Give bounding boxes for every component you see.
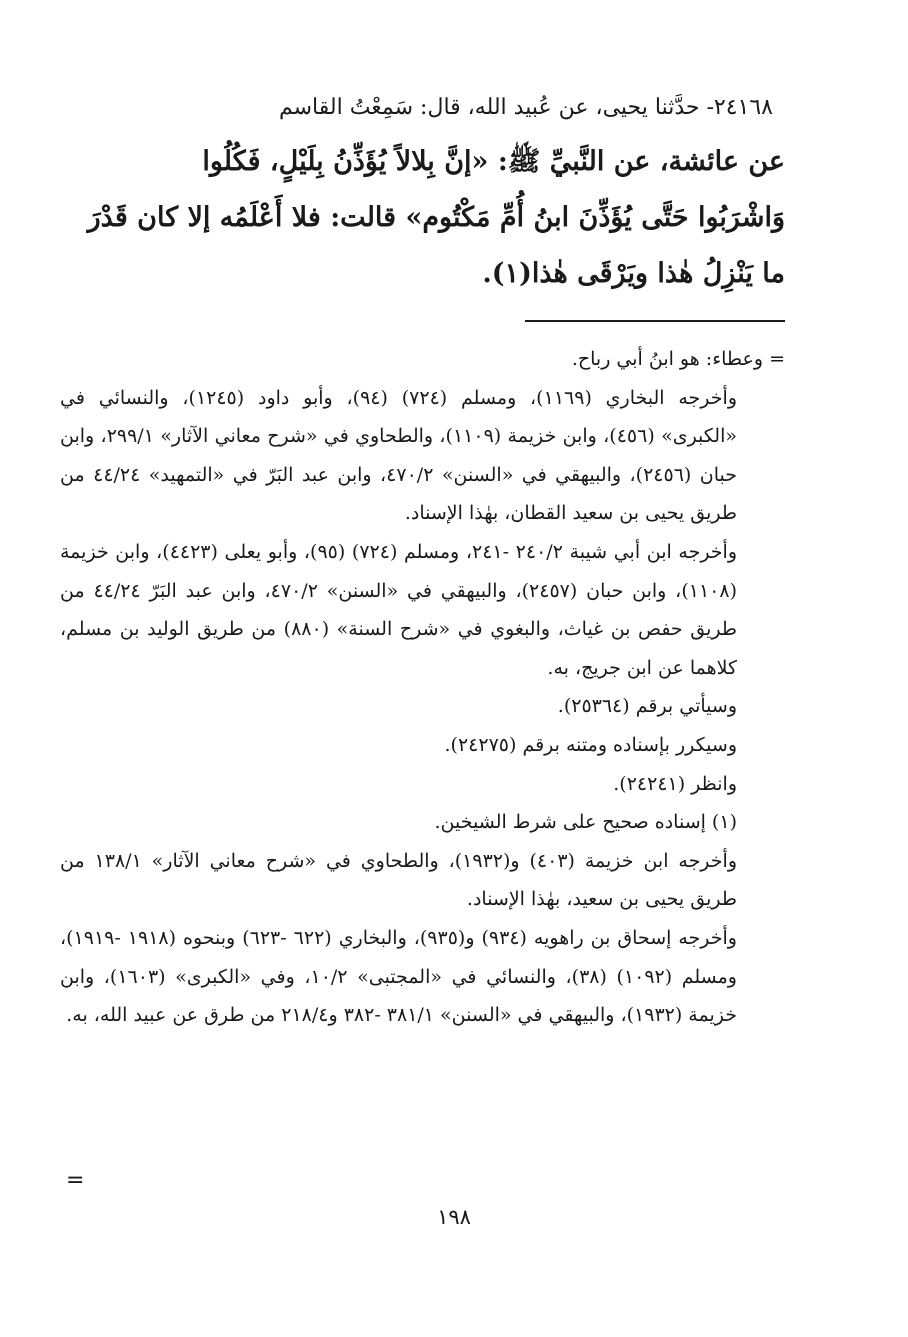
footnote-paragraph: وأخرجه إسحاق بن راهويه (٩٣٤) و(٩٣٥)، والبخاري (٦٢٢ -٦٢٣) وبنحوه (١٩١٨ -١٩١٩)، ومسلم (١٠٩٢) (٣٨)، والنسائي في «المجتبى» ١٠/٢، وفي «الكبرى» (١٦٠٣)، وابن خزيمة (١٩٣٢)، والبيهقي في «السنن» ٣٨١/١ -٣٨٢ و٢١٨/٤ من طرق عن عبيد الله، به. bbox=[60, 926, 737, 1027]
hadith-text bbox=[60, 82, 785, 302]
document-page bbox=[60, 0, 785, 1337]
page-number: ١٩٨ bbox=[437, 1205, 471, 1229]
footnote-paragraph: وانظر (٢٤٢٤١). bbox=[613, 772, 737, 795]
footnote-paragraph: وأخرجه ابن خزيمة (٤٠٣) و(١٩٣٢)، والطحاوي في «شرح معاني الآثار» ١٣٨/١ من طريق يحيى بن سعيد، بهٰذا الإسناد. bbox=[60, 849, 737, 911]
footnote-1-heading: (١) إسناده صحيح على شرط الشيخين. bbox=[434, 811, 737, 834]
footnote-paragraph: وسيأتي برقم (٢٥٣٦٤). bbox=[557, 695, 737, 718]
hadith-matn-line-3: ما يَنْزِلُ هٰذا ويَرْقَى هٰذا(١). bbox=[482, 258, 785, 289]
continuation-mark: = bbox=[66, 1168, 85, 1193]
hadith-matn-line-2: وَاشْرَبُوا حَتَّى يُؤَذِّنَ ابنُ أُمِّ مَكْتُوم» قالت: فلا أَعْلَمُه إلا كان قَدْرَ bbox=[87, 202, 785, 233]
footnotes bbox=[60, 340, 785, 1035]
footnote-paragraph: وأخرجه ابن أبي شيبة ٢٤٠/٢ -٢٤١، ومسلم (٧٢٤) (٩٥)، وأبو يعلى (٤٤٢٣)، وابن خزيمة (١١٠٨)، وابن حبان (٢٤٥٧)، والبيهقي في «السنن» ٤٧٠/٢، وابن عبد البَرّ ٤٤/٢٤ من طريق حفص بن غياث، والبغوي في «شرح السنة» (٨٨٠) من طريق الوليد بن مسلم، كلاهما عن ابن جريج، به. bbox=[60, 540, 737, 679]
footnote-divider bbox=[525, 320, 785, 322]
hadith-matn-line-1: عن عائشة، عن النَّبيِّ ﷺ: «إنَّ بِلالاً يُؤَذِّنُ بِلَيْلٍ، فَكُلُوا bbox=[202, 146, 785, 177]
hadith-isnad-line: ٢٤١٦٨- حدَّثنا يحيى، عن عُبيد الله، قال: سَمِعْتُ القاسم bbox=[278, 95, 773, 120]
footnote-paragraph: وأخرجه البخاري (١١٦٩)، ومسلم (٧٢٤) (٩٤)، وأبو داود (١٢٤٥)، والنسائي في «الكبرى» (٤٥٦)، وابن خزيمة (١١٠٩)، والطحاوي في «شرح معاني الآثار» ٢٩٩/١، وابن حبان (٢٤٥٦)، والبيهقي في «السنن» ٤٧٠/٢، وابن عبد البَرّ في «التمهيد» ٤٤/٢٤ من طريق يحيى بن سعيد القطان، بهٰذا الإسناد. bbox=[60, 386, 737, 525]
footnote-paragraph: وسيكرر بإسناده ومتنه برقم (٢٤٢٧٥). bbox=[444, 733, 737, 756]
footnote-continuation: = وعطاء: هو ابنُ أبي رباح. bbox=[571, 348, 785, 370]
